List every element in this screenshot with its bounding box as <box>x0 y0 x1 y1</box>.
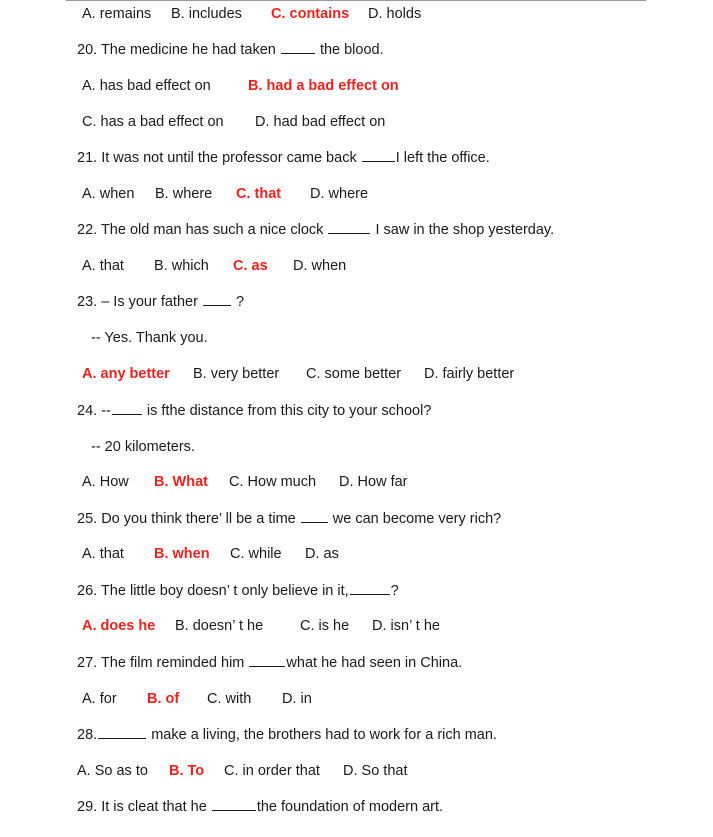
q27-number: 27. <box>77 655 98 671</box>
q23-text-after: ? <box>235 294 245 310</box>
q19-option-d: D. holds <box>368 6 422 22</box>
q21-text-before: It was not until the professor came back <box>101 150 357 166</box>
q28-stem <box>77 726 497 744</box>
q22-option-c-answer: C. as <box>233 258 268 274</box>
q26-option-d: D. isn’ t he <box>372 618 440 634</box>
q20-option-c: C. has a bad effect on <box>82 114 224 130</box>
q23-dialog: -- Yes. Thank you. <box>91 330 208 346</box>
q28-option-a: A. So as to <box>77 763 148 779</box>
q26-blank <box>350 582 390 595</box>
q24-option-b-answer: B. What <box>154 474 208 490</box>
q23-option-b: B. very better <box>193 366 280 382</box>
q24-option-a: A. How <box>82 474 129 490</box>
q23-text-before: – Is your father <box>101 294 198 310</box>
q22-blank <box>328 221 370 234</box>
q26-text-after: ? <box>390 583 399 599</box>
q29-text-before: It is cleat that he <box>101 799 207 815</box>
q20-blank <box>281 41 315 54</box>
q23-option-c: C. some better <box>306 366 402 382</box>
q23-option-a-answer: A. any better <box>82 366 170 382</box>
q21-number: 21. <box>77 150 98 166</box>
q24-option-d: D. How far <box>339 474 408 490</box>
q23-blank <box>203 293 231 306</box>
q27-option-c: C. with <box>207 691 252 707</box>
q23-option-d: D. fairly better <box>424 366 515 382</box>
q24-dialog: -- 20 kilometers. <box>91 439 195 455</box>
q28-option-b-answer: B. To <box>169 763 205 779</box>
q25-text-after: we can become very rich? <box>332 511 502 527</box>
q20-text-before: The medicine he had taken <box>100 42 276 58</box>
q21-option-c-answer: C. that <box>236 186 282 202</box>
q21-option-d: D. where <box>310 186 369 202</box>
q25-stem <box>77 510 501 528</box>
q24-text-before: -- <box>101 403 111 419</box>
q25-option-d: D. as <box>305 546 339 562</box>
q26-stem <box>77 582 399 600</box>
q28-option-c: C. in order that <box>224 763 320 779</box>
q21-text-after: I left the office. <box>395 150 490 166</box>
q26-option-a-answer: A. does he <box>82 618 156 634</box>
q27-option-a: A. for <box>82 691 117 707</box>
q29-text-after: the foundation of modern art. <box>256 799 444 815</box>
q27-stem <box>77 654 462 672</box>
q19-option-a: A. remains <box>82 6 152 22</box>
q20-text-after: the blood. <box>319 42 384 58</box>
q27-blank <box>249 654 285 667</box>
q25-option-b-answer: B. when <box>154 546 210 562</box>
q24-number: 24. <box>77 403 98 419</box>
q21-blank <box>362 149 395 162</box>
q20-option-d: D. had bad effect on <box>255 114 386 130</box>
q27-option-d: D. in <box>282 691 312 707</box>
q25-text-before: Do you think there’ ll be a time <box>101 511 296 527</box>
q20-stem <box>77 41 384 59</box>
q22-text-after: I saw in the shop yesterday. <box>375 222 555 238</box>
q24-option-c: C. How much <box>229 474 317 490</box>
q21-option-a: A. when <box>82 186 135 202</box>
q22-option-d: D. when <box>293 258 347 274</box>
page-top-rule <box>66 0 646 1</box>
q27-text-after: what he had seen in China. <box>286 655 463 671</box>
q27-text-before: The film reminded him <box>100 655 245 671</box>
q21-option-b: B. where <box>155 186 213 202</box>
q23-number: 23. <box>77 294 98 310</box>
q25-number: 25. <box>77 511 98 527</box>
q22-stem <box>77 221 554 239</box>
q26-option-b: B. doesn’ t he <box>175 618 264 634</box>
q28-blank <box>98 726 146 739</box>
q25-blank <box>301 510 328 523</box>
q29-blank <box>212 798 256 811</box>
q28-text-after: make a living, the brothers had to work for a rich man. <box>151 727 497 743</box>
q23-stem <box>77 293 244 311</box>
q20-option-a: A. has bad effect on <box>82 78 211 94</box>
q22-number: 22. <box>77 222 98 238</box>
q29-stem <box>77 798 443 816</box>
q22-text-before: The old man has such a nice clock <box>100 222 324 238</box>
q19-option-c-answer: C. contains <box>271 6 350 22</box>
q25-option-c: C. while <box>230 546 282 562</box>
q27-option-b-answer: B. of <box>147 691 180 707</box>
q22-option-a: A. that <box>82 258 124 274</box>
q26-number: 26. <box>77 583 98 599</box>
q26-option-c: C. is he <box>300 618 350 634</box>
q19-option-b: B. includes <box>171 6 242 22</box>
q20-option-b-answer: B. had a bad effect on <box>248 78 399 94</box>
q24-stem <box>77 402 431 420</box>
q29-number: 29. <box>77 799 98 815</box>
q26-text-before: The little boy doesn’ t only believe in it, <box>100 583 349 599</box>
q22-option-b: B. which <box>154 258 209 274</box>
q24-text-after: is fthe distance from this city to your school? <box>146 403 432 419</box>
q20-number: 20. <box>77 42 98 58</box>
q28-number: 28. <box>77 727 98 743</box>
q28-option-d: D. So that <box>343 763 408 779</box>
q21-stem <box>77 149 490 167</box>
q24-blank <box>112 402 142 415</box>
q25-option-a: A. that <box>82 546 124 562</box>
